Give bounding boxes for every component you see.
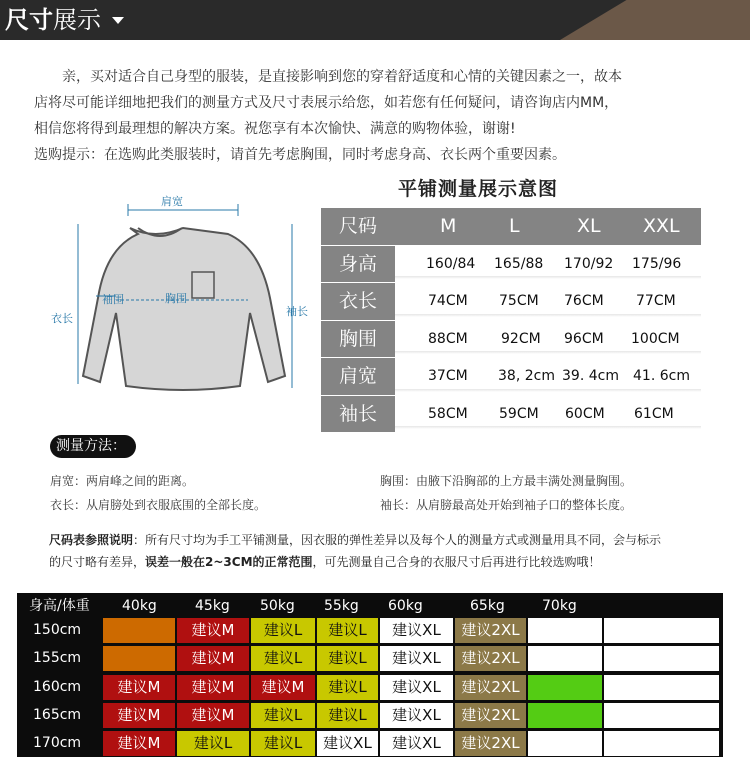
table-cell: 41. 6cm <box>633 368 690 384</box>
recommendation-cell: 建议XL <box>380 675 453 700</box>
reference-text: ：所有尺寸均为手工平铺测量，因衣服的弹性差异以及每个人的测量方式或测量用具不同，会与标示 <box>133 533 662 547</box>
label-chest: 胸围 <box>165 292 187 305</box>
recommendation-cell: 建议L <box>317 618 378 643</box>
header-cell: XL <box>577 215 601 237</box>
title-rest: 展示 <box>53 6 101 34</box>
table-cell: 61CM <box>634 405 674 422</box>
intro-line: 选购提示：在选购此类服装时，请首先考虑胸围，同时考虑身高、衣长两个重要因素。 <box>34 147 566 163</box>
recommendation-cell: 建议2XL <box>455 731 526 756</box>
recommendation-cell <box>604 731 719 756</box>
recommendation-cell: 建议2XL <box>455 703 526 728</box>
table-cell: 88CM <box>428 330 468 347</box>
height-label: 150cm <box>33 622 82 638</box>
recommendation-cell: 建议L <box>251 703 315 728</box>
intro-text <box>34 64 720 168</box>
measure-table-title: 平铺测量展示意图 <box>398 178 559 200</box>
recommendation-cell <box>604 703 719 728</box>
header-cell: L <box>509 215 520 237</box>
height-label: 155cm <box>33 650 82 666</box>
recommendation-cell: 建议M <box>103 731 175 756</box>
title-bold: 尺寸 <box>5 6 53 34</box>
table-cell: 75CM <box>499 293 539 309</box>
caret-down-icon <box>112 17 124 24</box>
recommendation-cell <box>528 731 602 756</box>
recommendation-cell <box>604 618 719 643</box>
table-row <box>321 396 701 434</box>
recommendation-cell <box>604 646 719 671</box>
recommendation-cell <box>604 675 719 700</box>
method-chest: 胸围：由腋下沿胸部的上方最丰满处测量胸围。 <box>380 474 633 488</box>
recommendation-cell: 建议XL <box>380 703 453 728</box>
row-label: 胸围 <box>321 321 395 358</box>
recommendation-cell <box>528 703 602 728</box>
size-recommendation-grid <box>17 593 723 757</box>
label-length: 衣长 <box>51 312 73 325</box>
method-length: 衣长：从肩膀处到衣服底围的全部长度。 <box>50 498 267 512</box>
weight-header: 65kg <box>470 598 505 614</box>
recommendation-cell: 建议2XL <box>455 646 526 671</box>
recommendation-cell <box>528 618 602 643</box>
label-shoulder: 肩宽 <box>161 195 183 208</box>
sweater-diagram <box>30 188 320 408</box>
recommendation-cell <box>528 646 602 671</box>
table-cell: 59CM <box>499 405 539 422</box>
size-table-header <box>321 208 701 246</box>
table-cell: 92CM <box>501 330 541 347</box>
section-title <box>5 3 101 37</box>
row-label: 袖长 <box>321 396 395 433</box>
recommendation-cell: 建议L <box>317 646 378 671</box>
table-cell: 170/92 <box>564 255 614 272</box>
table-cell: 60CM <box>565 405 605 422</box>
recommendation-cell <box>103 618 175 643</box>
table-row <box>321 358 701 396</box>
intro-line: 亲，买对适合自己身型的服装，是直接影响到您的穿着舒适度和心情的关键因素之一，故本 <box>62 69 622 85</box>
recommendation-cell: 建议L <box>317 675 378 700</box>
recommendation-cell: 建议XL <box>317 731 378 756</box>
recommendation-cell: 建议L <box>317 703 378 728</box>
reference-bold: 尺码表参照说明 <box>49 533 134 547</box>
recommendation-cell: 建议M <box>251 675 315 700</box>
table-cell: 77CM <box>636 293 676 309</box>
weight-header: 60kg <box>388 598 423 614</box>
table-cell: 165/88 <box>494 255 544 272</box>
table-row <box>321 283 701 321</box>
intro-line: 相信您将得到最理想的解决方案。祝您享有本次愉快、满意的购物体验，谢谢! <box>34 121 516 137</box>
header-cell: XXL <box>643 215 680 237</box>
recommendation-cell: 建议M <box>177 703 249 728</box>
header-cell: M <box>440 215 457 237</box>
height-label: 170cm <box>33 735 82 751</box>
reference-text: ，可先测量自己合身的衣服尺寸后再进行比较选购哦！ <box>312 555 601 569</box>
recommendation-cell: 建议M <box>103 675 175 700</box>
weight-header: 45kg <box>195 598 230 614</box>
recommendation-cell: 建议2XL <box>455 675 526 700</box>
recommendation-cell <box>528 675 602 700</box>
label-sleeve-length: 袖长 <box>286 305 308 318</box>
reference-text: 的尺寸略有差异， <box>49 555 146 569</box>
size-table <box>321 208 701 433</box>
reference-line <box>49 529 719 551</box>
recommendation-cell: 建议M <box>177 646 249 671</box>
header-cell: 尺码 <box>321 208 395 245</box>
row-label: 肩宽 <box>321 358 395 395</box>
table-cell: 100CM <box>631 330 680 347</box>
table-cell: 96CM <box>564 330 604 347</box>
size-reference-note <box>49 529 719 573</box>
method-sleeve: 袖长：从肩膀最高处开始到袖子口的整体长度。 <box>380 498 633 512</box>
weight-header: 70kg <box>542 598 577 614</box>
reference-bold: 误差一般在2~3CM的正常范围 <box>145 555 313 569</box>
method-shoulder: 肩宽：两肩峰之间的距离。 <box>50 474 195 488</box>
recommendation-cell: 建议M <box>177 618 249 643</box>
recommendation-cell: 建议M <box>103 703 175 728</box>
label-sleeve-circ: 袖围 <box>102 293 124 306</box>
grid-corner-label: 身高/体重 <box>29 598 90 614</box>
section-header <box>0 0 750 40</box>
table-cell: 175/96 <box>632 255 682 272</box>
recommendation-cell <box>103 646 175 671</box>
recommendation-cell: 建议L <box>251 731 315 756</box>
recommendation-cell: 建议XL <box>380 618 453 643</box>
recommendation-cell: 建议XL <box>380 646 453 671</box>
table-cell: 74CM <box>428 293 468 309</box>
table-row <box>321 321 701 359</box>
height-label: 165cm <box>33 707 82 723</box>
row-label: 衣长 <box>321 283 395 320</box>
header-accent-shape <box>560 0 750 40</box>
weight-header: 55kg <box>324 598 359 614</box>
table-cell: 160/84 <box>426 255 476 272</box>
table-cell: 76CM <box>564 293 604 309</box>
method-badge: 测量方法： <box>50 435 136 458</box>
table-cell: 39. 4cm <box>562 368 619 384</box>
table-row <box>321 246 701 284</box>
recommendation-cell: 建议XL <box>380 731 453 756</box>
recommendation-cell: 建议2XL <box>455 618 526 643</box>
recommendation-cell: 建议L <box>177 731 249 756</box>
weight-header: 40kg <box>122 598 157 614</box>
table-cell: 37CM <box>428 368 468 384</box>
table-cell: 58CM <box>428 405 468 422</box>
recommendation-cell: 建议L <box>251 646 315 671</box>
height-label: 160cm <box>33 679 82 695</box>
intro-line: 店将尽可能详细地把我们的测量方式及尺寸表展示给您，如若您有任何疑问，请咨询店内MM， <box>34 95 619 111</box>
weight-header: 50kg <box>260 598 295 614</box>
reference-line <box>49 551 719 573</box>
recommendation-cell: 建议M <box>177 675 249 700</box>
table-cell: 38, 2cm <box>498 368 555 384</box>
recommendation-cell: 建议L <box>251 618 315 643</box>
row-label: 身高 <box>321 246 395 283</box>
